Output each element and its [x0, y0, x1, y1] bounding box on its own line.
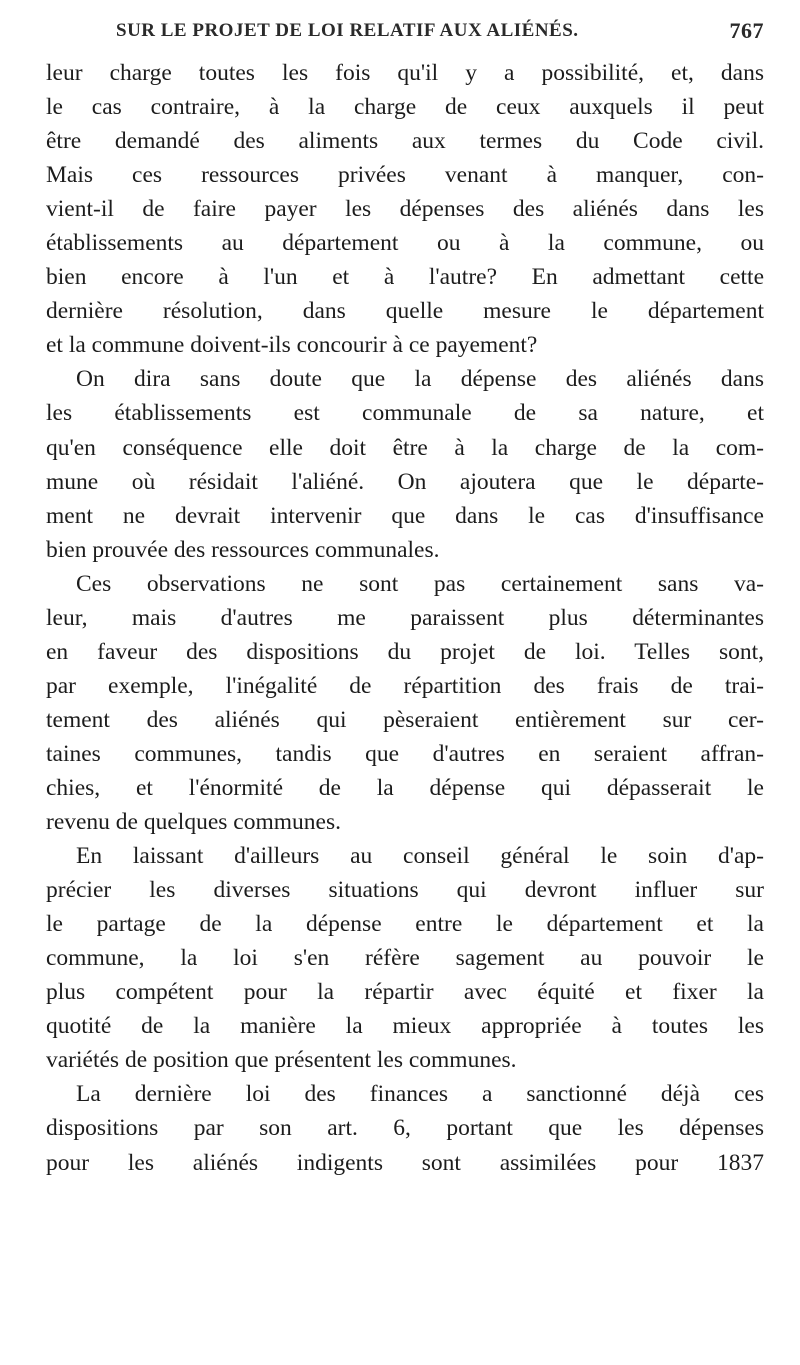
- text-line: taines communes, tandis que d'autres en seraient affran-: [46, 740, 764, 767]
- text-line: chies, et l'énormité de la dépense qui dépasserait le: [46, 774, 764, 801]
- body-text: [46, 56, 764, 1180]
- text-line: tement des aliénés qui pèseraient entièrement sur cer-: [46, 706, 764, 733]
- text-line: leur, mais d'autres me paraissent plus déterminantes: [46, 604, 764, 631]
- text-line: par exemple, l'inégalité de répartition des frais de trai-: [46, 672, 764, 699]
- text-line: quotité de la manière la mieux appropriée à toutes les: [46, 1013, 764, 1040]
- text-line: qu'en conséquence elle doit être à la charge de la com-: [46, 434, 764, 461]
- text-line: variétés de position que présentent les communes.: [46, 1047, 517, 1074]
- text-line: En laissant d'ailleurs au conseil général le soin d'ap-: [76, 843, 764, 870]
- text-line: établissements au département ou à la commune, ou: [46, 230, 764, 257]
- running-header: [116, 14, 764, 48]
- text-line: précier les diverses situations qui devront influer sur: [46, 877, 764, 904]
- text-line: Mais ces ressources privées venant à manquer, con-: [46, 162, 764, 189]
- text-line: bien encore à l'un et à l'autre? En admettant cette: [46, 264, 764, 291]
- text-line: mune où résidait l'aliéné. On ajoutera que le départe-: [46, 468, 764, 495]
- text-line: On dira sans doute que la dépense des aliénés dans: [76, 366, 764, 393]
- text-line: ment ne devrait intervenir que dans le cas d'insuffisance: [46, 502, 764, 529]
- text-line: en faveur des dispositions du projet de loi. Telles sont,: [46, 638, 764, 665]
- text-line: le partage de la dépense entre le département et la: [46, 911, 764, 938]
- text-line: les établissements est communale de sa nature, et: [46, 400, 764, 427]
- text-line: plus compétent pour la répartir avec équité et fixer la: [46, 979, 764, 1006]
- text-line: et la commune doivent-ils concourir à ce payement?: [46, 332, 538, 359]
- text-line: Ces observations ne sont pas certainement sans va-: [76, 570, 764, 597]
- text-line: dispositions par son art. 6, portant que les dépenses: [46, 1115, 764, 1142]
- text-line: le cas contraire, à la charge de ceux auxquels il peut: [46, 94, 764, 121]
- text-line: leur charge toutes les fois qu'il y a possibilité, et, dans: [46, 60, 764, 86]
- page-number: 767: [729, 18, 764, 43]
- text-line: La dernière loi des finances a sanctionné déjà ces: [76, 1081, 764, 1108]
- text-line: revenu de quelques communes.: [46, 809, 341, 836]
- running-title: SUR LE PROJET DE LOI RELATIF AUX ALIÉNÉS.: [116, 20, 579, 41]
- text-line: dernière résolution, dans quelle mesure le département: [46, 298, 764, 325]
- text-line: être demandé des aliments aux termes du Code civil.: [46, 128, 764, 155]
- text-line: vient-il de faire payer les dépenses des aliénés dans les: [46, 196, 764, 223]
- text-line: bien prouvée des ressources communales.: [46, 536, 440, 563]
- text-line: pour les aliénés indigents sont assimilées pour 1837: [46, 1149, 764, 1176]
- text-line: commune, la loi s'en réfère sagement au pouvoir le: [46, 945, 764, 972]
